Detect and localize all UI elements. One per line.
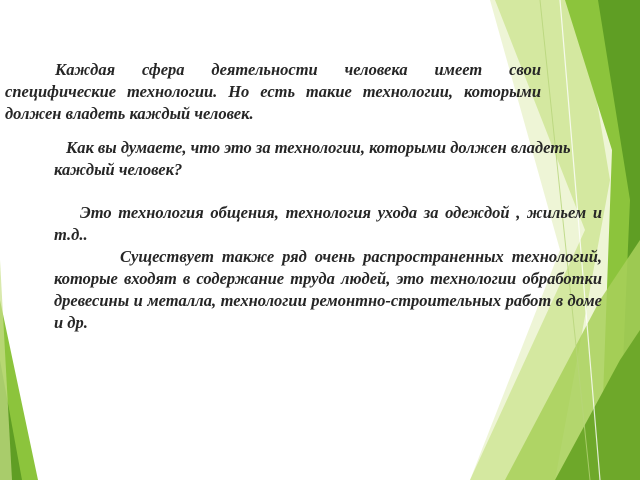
question-paragraph: Как вы думаете, что это за технологии, которыми должен владеть каждый человек? <box>54 138 571 179</box>
details-paragraph: Существует также ряд очень распространенных технологий, которые входят в содержание труда людей, это технологии обработки древесины и металла, технологии ремонтно-строительных работ в доме и др. <box>54 247 602 332</box>
intro-paragraph: Каждая сфера деятельности человека имеет свои специфические технологии. Но есть такие технологии, которыми должен владеть каждый человек. <box>5 60 541 123</box>
answer-paragraph: Это технология общения, технология ухода за одеждой , жильем и т.д.. <box>54 203 602 244</box>
